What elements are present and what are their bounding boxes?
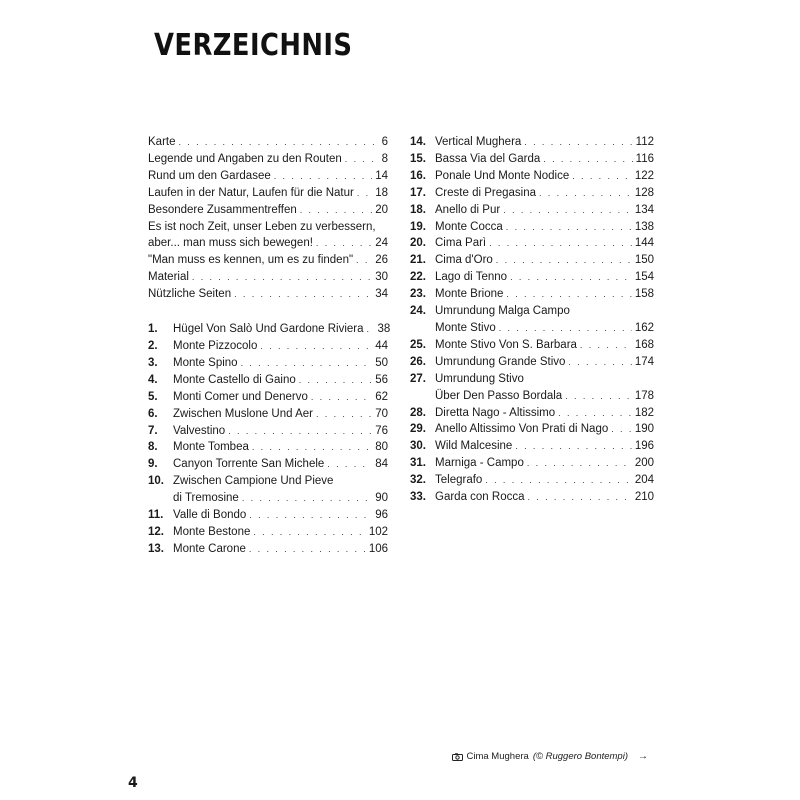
route-number: 7.: [148, 424, 158, 437]
toc-entry-page: 112: [635, 136, 654, 148]
dot-leader: [539, 185, 632, 202]
dot-leader: [311, 389, 372, 406]
dot-leader: [572, 168, 632, 185]
toc-entry-page: 62: [375, 390, 388, 403]
route-number: 3.: [148, 356, 158, 369]
page-number: 4: [128, 775, 138, 791]
toc-entry-page: 168: [634, 338, 654, 351]
toc-entry-page: 24: [375, 237, 388, 250]
route-number: 10.: [148, 475, 164, 488]
dot-leader: [345, 151, 379, 168]
route-number: 12.: [148, 525, 164, 538]
toc-entry-page: 182: [634, 406, 654, 419]
toc-entry-page: 158: [634, 288, 654, 301]
route-number: 11.: [148, 509, 164, 522]
camera-icon: [452, 753, 463, 761]
toc-entry-label: Monte Bestone: [173, 525, 251, 538]
toc-entry-page: 8: [381, 152, 388, 165]
route-number: 18.: [410, 203, 426, 216]
dot-leader: [496, 252, 632, 269]
toc-entry-page: 106: [368, 542, 388, 555]
route-number: 19.: [410, 220, 426, 233]
dot-leader: [316, 235, 372, 252]
toc-entry-label: Umrundung Stivo: [435, 372, 524, 385]
toc-entry-page: 154: [634, 271, 654, 284]
toc-entry-page: 34: [375, 288, 388, 301]
route-number: 15.: [410, 152, 426, 165]
section-spacer: [148, 303, 388, 321]
toc-entry-label: Valvestino: [173, 424, 226, 437]
dot-leader: [510, 269, 632, 286]
toc-entry-page: 18: [375, 186, 388, 199]
dot-leader: [241, 355, 373, 372]
toc-entry[interactable]: [148, 490, 388, 507]
dot-leader: [253, 524, 365, 541]
toc-entry[interactable]: [410, 219, 654, 236]
toc-entry[interactable]: [410, 472, 654, 489]
dot-leader: [299, 372, 372, 389]
page-title: VERZEICHNIS: [154, 28, 353, 63]
route-number: 1.: [148, 323, 158, 336]
route-number: 22.: [410, 271, 426, 284]
dot-leader: [565, 388, 632, 405]
toc-entry-label: Diretta Nago - Altissimo: [435, 406, 556, 419]
toc-entry-label: Monte Tombea: [173, 441, 249, 454]
toc-entry-page: 138: [634, 220, 654, 233]
toc-entry[interactable]: [410, 151, 654, 168]
toc-entry-page: 102: [368, 525, 388, 538]
toc-entry-label: Lago di Tenno: [435, 271, 508, 284]
dot-leader: [179, 134, 379, 151]
dot-leader: [242, 490, 372, 507]
toc-entry-label: Creste di Pregasina: [435, 186, 536, 199]
dot-leader: [228, 423, 372, 440]
toc-entry-line: [410, 371, 654, 388]
dot-leader: [260, 338, 372, 355]
toc-entry[interactable]: [148, 372, 388, 389]
route-number: 4.: [148, 373, 158, 386]
route-number: 17.: [410, 186, 426, 199]
toc-entry-label: Wild Malcesine: [435, 440, 513, 453]
toc-entry-label: Monte Spino: [173, 356, 238, 369]
toc-entry[interactable]: [148, 151, 388, 168]
dot-leader: [506, 219, 632, 236]
route-number: 29.: [410, 423, 426, 436]
dot-leader: [234, 286, 372, 303]
toc-entry[interactable]: [148, 235, 388, 252]
toc-entry[interactable]: [410, 489, 654, 506]
dot-leader: [568, 354, 631, 371]
toc-entry-label: di Tremosine: [173, 492, 239, 505]
toc-entry[interactable]: [148, 185, 388, 202]
route-number: 6.: [148, 407, 158, 420]
toc-entry-page: 200: [634, 457, 654, 470]
toc-entry-label: Monte Brione: [435, 288, 504, 301]
route-number: 30.: [410, 440, 426, 453]
dot-leader: [192, 269, 372, 286]
toc-entry[interactable]: [410, 134, 654, 151]
dot-leader: [506, 286, 631, 303]
toc-entry-page: 56: [375, 373, 388, 386]
toc-entry-label: Canyon Torrente San Michele: [173, 458, 325, 471]
toc-entry-page: 84: [375, 458, 388, 471]
route-number: 21.: [410, 254, 426, 267]
toc-entry-label: aber... man muss sich bewegen!: [148, 237, 313, 250]
route-number: 26.: [410, 355, 426, 368]
toc-entry[interactable]: [148, 338, 388, 355]
toc-entry-label: Monte Stivo Von S. Barbara: [435, 338, 577, 351]
toc-entry[interactable]: [410, 185, 654, 202]
toc-routes-list-right: [410, 134, 654, 506]
route-number: 16.: [410, 169, 426, 182]
toc-entry-page: 178: [634, 389, 654, 402]
toc-entry[interactable]: [148, 406, 388, 423]
toc-entry[interactable]: [148, 439, 388, 456]
toc-entry-label: "Man muss es kennen, um es zu finden": [148, 254, 354, 267]
toc-entry[interactable]: [410, 320, 654, 337]
caption-credit: (© Ruggero Bontempi): [532, 751, 628, 762]
toc-entry[interactable]: [148, 252, 388, 269]
toc-entry[interactable]: [148, 168, 388, 185]
toc-entry[interactable]: [148, 355, 388, 372]
toc-entry-label: Nützliche Seiten: [148, 288, 232, 301]
toc-entry-page: 196: [634, 440, 654, 453]
toc-entry[interactable]: [410, 388, 654, 405]
route-number: 13.: [148, 542, 164, 555]
route-number: 25.: [410, 338, 426, 351]
toc-entry-label: Besondere Zusammentreffen: [148, 203, 297, 216]
toc-entry-page: 174: [634, 355, 654, 368]
toc-right-column: [410, 134, 654, 506]
toc-entry-label: Monte Carone: [173, 542, 246, 555]
toc-entry[interactable]: [148, 423, 388, 440]
route-number: 2.: [148, 339, 158, 352]
toc-routes-list-left: [148, 321, 391, 558]
dot-leader: [300, 202, 372, 219]
toc-entry[interactable]: [410, 354, 654, 371]
toc-entry-page: 204: [634, 474, 654, 487]
toc-entry[interactable]: [410, 438, 654, 455]
toc-entry[interactable]: [148, 134, 388, 151]
toc-entry-page: 80: [375, 441, 388, 454]
toc-entry-label: Karte: [148, 136, 176, 148]
route-number: 23.: [410, 288, 426, 301]
toc-entry[interactable]: [148, 202, 388, 219]
dot-leader: [316, 406, 372, 423]
toc-entry-label: Legende und Angaben zu den Routen: [148, 152, 342, 165]
route-number: 27.: [410, 372, 426, 385]
toc-entry[interactable]: [410, 405, 654, 422]
toc-entry-page: 210: [634, 491, 654, 504]
toc-entry-label: Laufen in der Natur, Laufen für die Natur: [148, 186, 354, 199]
toc-entry-page: 116: [635, 152, 654, 165]
dot-leader: [249, 507, 372, 524]
toc-entry[interactable]: [410, 202, 654, 219]
toc-entry-page: 162: [634, 321, 654, 334]
dot-leader: [367, 321, 375, 338]
toc-entry-label: Cima Parì: [435, 237, 487, 250]
caption-place: Cima Mughera: [466, 751, 529, 762]
toc-entry[interactable]: [148, 541, 388, 558]
toc-entry-page: 20: [375, 203, 388, 216]
toc-entry-label: Monte Cocca: [435, 220, 503, 233]
toc-entry-label: Zwischen Muslone Und Aer: [173, 407, 313, 420]
toc-entry[interactable]: [410, 168, 654, 185]
toc-entry-label: Marniga - Campo: [435, 457, 524, 470]
dot-leader: [249, 541, 366, 558]
route-number: 14.: [410, 136, 426, 148]
toc-entry[interactable]: [148, 286, 388, 303]
toc-entry-label: Umrundung Grande Stivo: [435, 355, 566, 368]
toc-entry-label: Garda con Rocca: [435, 491, 525, 504]
toc-entry-label: Über Den Passo Bordala: [435, 389, 563, 402]
toc-entry-label: Rund um den Gardasee: [148, 169, 271, 182]
dot-leader: [528, 489, 632, 506]
route-number: 33.: [410, 491, 426, 504]
toc-entry-page: 38: [377, 323, 391, 336]
toc-entry-label: Vertical Mughera: [435, 136, 522, 148]
toc-entry-page: 134: [634, 203, 654, 216]
toc-entry-label: Monte Castello di Gaino: [173, 373, 296, 386]
toc-entry-page: 128: [634, 186, 654, 199]
toc-entry-page: 44: [375, 339, 388, 352]
toc-entry-page: 96: [375, 509, 388, 522]
toc-entry-label: Monte Pizzocolo: [173, 339, 258, 352]
route-number: 20.: [410, 237, 426, 250]
toc-entry-label: Cima d'Oro: [435, 254, 493, 267]
toc-entry-page: 150: [634, 254, 654, 267]
toc-entry-page: 6: [381, 136, 388, 148]
toc-entry-page: 70: [375, 407, 388, 420]
toc-entry[interactable]: [148, 269, 388, 286]
toc-entry-page: 14: [375, 169, 388, 182]
toc-entry-label: Anello di Pur: [435, 203, 501, 216]
toc-entry-page: 76: [375, 424, 388, 437]
toc-entry-label: Monte Stivo: [435, 321, 496, 334]
toc-entry-label: Anello Altissimo Von Prati di Nago: [435, 423, 609, 436]
toc-entry[interactable]: [410, 235, 654, 252]
toc-entry-page: 90: [375, 492, 388, 505]
toc-entry-page: 50: [375, 356, 388, 369]
toc-entry-label: Zwischen Campione Und Pieve: [173, 475, 334, 488]
toc-entry[interactable]: [410, 337, 654, 354]
dot-leader: [611, 421, 632, 438]
route-number: 9.: [148, 458, 158, 471]
toc-entry-label: Ponale Und Monte Nodice: [435, 169, 570, 182]
toc-entry-label: Material: [148, 271, 189, 284]
dot-leader: [485, 472, 632, 489]
dot-leader: [515, 438, 631, 455]
toc-entry[interactable]: [410, 421, 654, 438]
toc-entry-label: Es ist noch Zeit, unser Leben zu verbessern,: [148, 220, 376, 233]
toc-entry-line: [410, 303, 654, 320]
dot-leader: [499, 320, 632, 337]
toc-entry-label: Umrundung Malga Campo: [435, 305, 570, 318]
toc-entry-label: Bassa Via del Garda: [435, 152, 541, 165]
toc-entry-line: [148, 473, 388, 490]
toc-entry-page: 26: [375, 254, 388, 267]
dot-leader: [274, 168, 372, 185]
toc-entry-page: 30: [375, 271, 388, 284]
toc-entry-page: 144: [634, 237, 654, 250]
dot-leader: [524, 134, 632, 151]
dot-leader: [252, 439, 372, 456]
route-number: 5.: [148, 390, 158, 403]
toc-entry-page: 122: [634, 169, 654, 182]
dot-leader: [357, 185, 372, 202]
toc-entry[interactable]: [148, 456, 388, 473]
arrow-right-icon: →: [638, 751, 648, 762]
toc-entry[interactable]: [148, 524, 388, 541]
dot-leader: [527, 455, 632, 472]
toc-intro-list: [148, 134, 388, 303]
route-number: 24.: [410, 305, 426, 318]
toc-entry[interactable]: [410, 455, 654, 472]
toc-entry[interactable]: [148, 389, 388, 406]
toc-entry[interactable]: [148, 321, 391, 338]
toc-entry-line: [148, 219, 388, 236]
toc-entry-page: 190: [634, 423, 654, 436]
toc-entry-label: Hügel Von Salò Und Gardone Riviera: [173, 323, 364, 336]
dot-leader: [356, 252, 372, 269]
toc-entry[interactable]: [410, 269, 654, 286]
toc-left-column: [148, 134, 391, 558]
toc-entry-label: Valle di Bondo: [173, 509, 247, 522]
route-number: 8.: [148, 441, 158, 454]
photo-caption: [452, 751, 649, 762]
dot-leader: [503, 202, 632, 219]
dot-leader: [580, 337, 632, 354]
dot-leader: [327, 456, 372, 473]
toc-entry-label: Telegrafo: [435, 474, 483, 487]
route-number: 32.: [410, 474, 426, 487]
toc-entry[interactable]: [410, 252, 654, 269]
route-number: 28.: [410, 406, 426, 419]
toc-entry[interactable]: [410, 286, 654, 303]
toc-entry-label: Monti Comer und Denervo: [173, 390, 308, 403]
toc-entry[interactable]: [148, 507, 388, 524]
route-number: 31.: [410, 457, 426, 470]
dot-leader: [558, 405, 632, 422]
dot-leader: [543, 151, 632, 168]
dot-leader: [489, 235, 632, 252]
